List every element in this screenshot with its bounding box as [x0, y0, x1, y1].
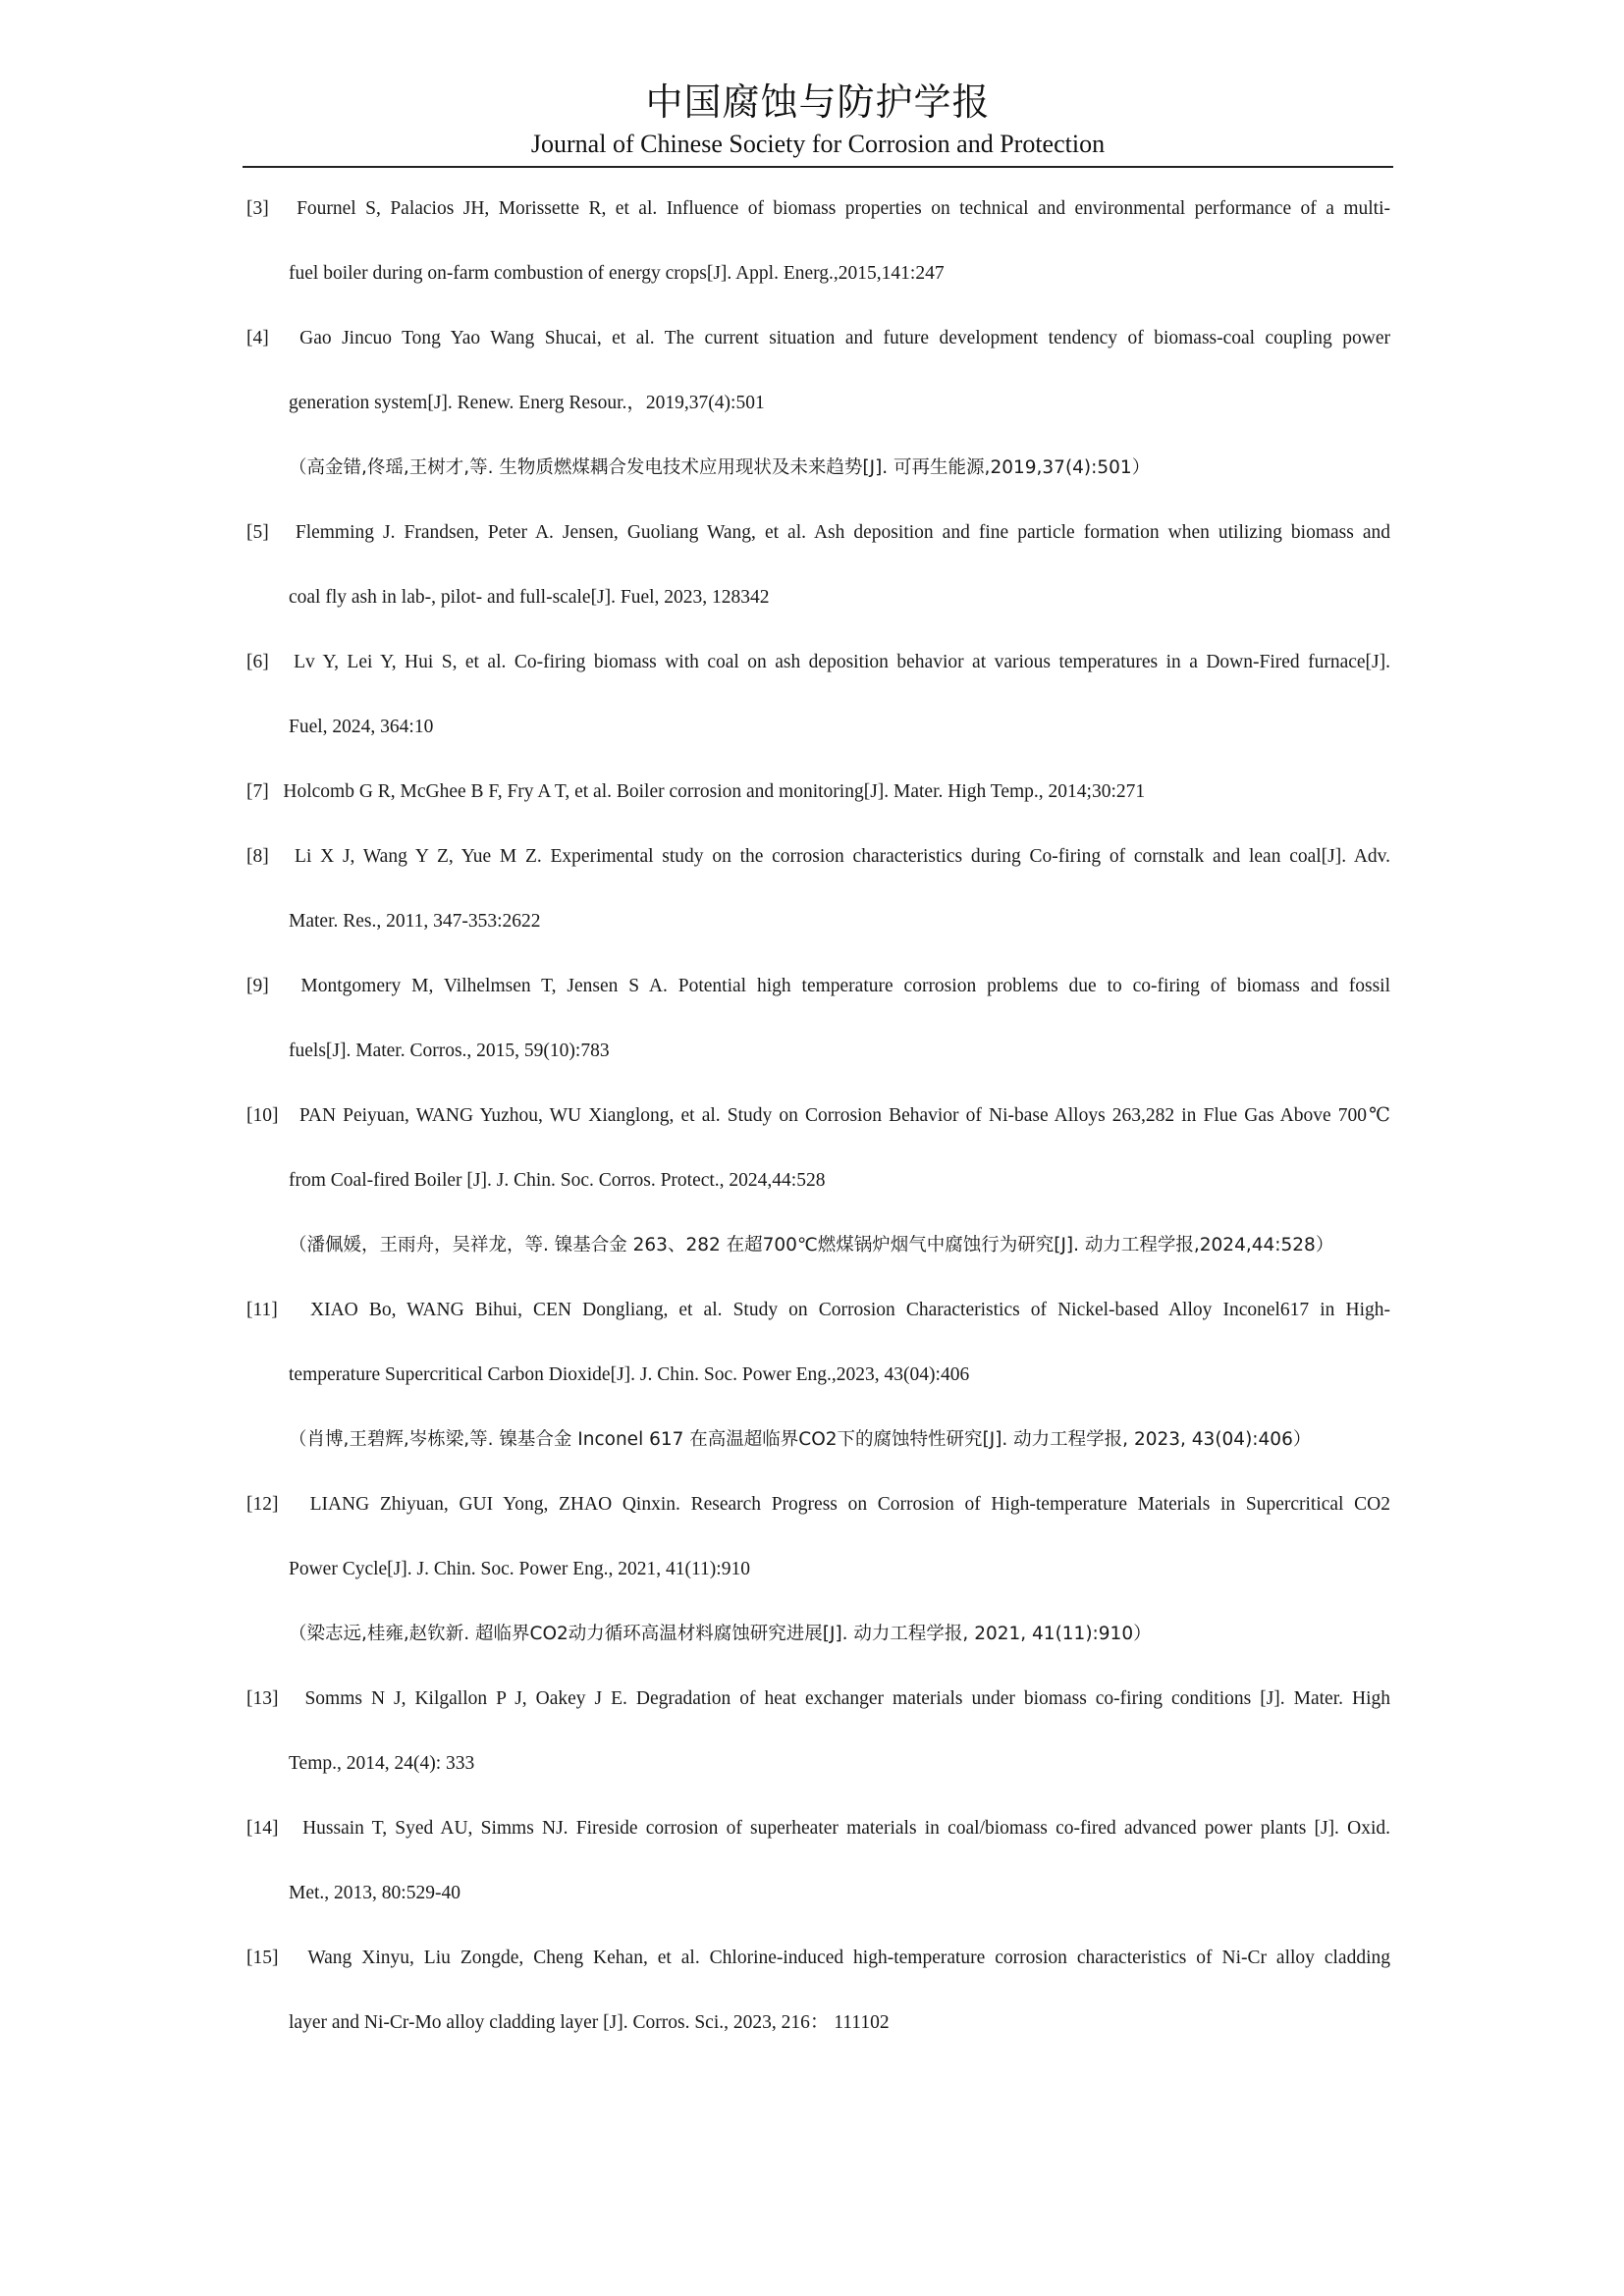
- reference-continuation-line: [246, 251, 1390, 316]
- reference-text: temperature Supercritical Carbon Dioxide[J]. J. Chin. Soc. Power Eng.,2023, 43(04):406: [289, 1364, 970, 1385]
- reference-text: coal fly ash in lab-, pilot- and full-scale[J]. Fuel, 2023, 128342: [289, 587, 770, 608]
- reference-first-line: [246, 1936, 1390, 2001]
- reference-text: Holcomb G R, McGhee B F, Fry A T, et al. Boiler corrosion and monitoring[J]. Mater. High Temp., 2014;30:271: [283, 781, 1146, 802]
- reference-first-line: [246, 1288, 1390, 1353]
- reference-chinese-line: （肖博,王碧辉,岑栋梁,等. 镍基合金 Inconel 617 在高温超临界CO2下的腐蚀特性研究[J]. 动力工程学报, 2023, 43(04):406）: [289, 1429, 1312, 1450]
- journal-title-english: Journal of Chinese Society for Corrosion and Protection: [530, 130, 1106, 158]
- reference-number: [7]: [246, 781, 269, 802]
- reference-first-line: [246, 964, 1390, 1029]
- reference-entry: [246, 1806, 1390, 1936]
- reference-continuation-line: [246, 575, 1390, 640]
- reference-first-line: [246, 1677, 1390, 1741]
- reference-first-line: [246, 1806, 1390, 1871]
- reference-number: [15]: [246, 1948, 279, 1968]
- reference-entry: [246, 316, 1390, 510]
- reference-text: Hussain T, Syed AU, Simms NJ. Fireside corrosion of superheater materials in coal/biomass co-fired advanced power plants [J]. Oxid.: [302, 1818, 1390, 1839]
- reference-number: [3]: [246, 198, 269, 219]
- reference-entry: [246, 510, 1390, 640]
- reference-text: Power Cycle[J]. J. Chin. Soc. Power Eng., 2021, 41(11):910: [289, 1559, 750, 1579]
- reference-first-line: [246, 1094, 1390, 1158]
- reference-text: layer and Ni-Cr-Mo alloy cladding layer [J]. Corros. Sci., 2023, 216： 111102: [289, 2012, 890, 2033]
- reference-continuation-line: [246, 899, 1390, 964]
- reference-text: XIAO Bo, WANG Bihui, CEN Dongliang, et al. Study on Corrosion Characteristics of Nickel-based Alloy Inconel617 in High-: [310, 1300, 1390, 1320]
- reference-continuation-line: [246, 1547, 1390, 1612]
- journal-title-chinese: 中国腐蚀与防护学报: [645, 80, 991, 124]
- reference-entry: [246, 1288, 1390, 1482]
- reference-first-line: [246, 187, 1390, 251]
- reference-text: from Coal-fired Boiler [J]. J. Chin. Soc. Corros. Protect., 2024,44:528: [289, 1170, 826, 1191]
- reference-first-line: [246, 510, 1390, 575]
- reference-text: Temp., 2014, 24(4): 333: [289, 1753, 475, 1774]
- reference-chinese-line: （潘佩媛，王雨舟，吴祥龙，等. 镍基合金 263、282 在超700℃燃煤锅炉烟气中腐蚀行为研究[J]. 动力工程学报,2024,44:528）: [289, 1235, 1334, 1255]
- reference-text: Fuel, 2024, 364:10: [289, 717, 434, 737]
- reference-text: Li X J, Wang Y Z, Yue M Z. Experimental study on the corrosion characteristics during Co-firing of cornstalk and lean coal[J]. Adv.: [295, 846, 1390, 867]
- reference-entry: [246, 1094, 1390, 1288]
- reference-continuation-line: [246, 381, 1390, 446]
- reference-list: [246, 187, 1390, 2065]
- reference-text: Mater. Res., 2011, 347-353:2622: [289, 911, 541, 932]
- reference-text: LIANG Zhiyuan, GUI Yong, ZHAO Qinxin. Research Progress on Corrosion of High-temperature Materials in Supercritical CO2: [309, 1494, 1390, 1515]
- reference-number: [6]: [246, 652, 269, 672]
- reference-number: [12]: [246, 1494, 279, 1515]
- reference-entry: [246, 187, 1390, 316]
- journal-header: [243, 77, 1393, 161]
- reference-continuation-line: [246, 2001, 1390, 2065]
- reference-entry: [246, 834, 1390, 964]
- reference-text: Montgomery M, Vilhelmsen T, Jensen S A. Potential high temperature corrosion problems due to co-firing of biomass and fossil: [300, 976, 1390, 996]
- reference-text: generation system[J]. Renew. Energ Resour.，2019,37(4):501: [289, 393, 765, 413]
- reference-entry: [246, 1677, 1390, 1806]
- reference-first-line: [246, 640, 1390, 705]
- reference-chinese-line: （高金错,佟瑶,王树才,等. 生物质燃煤耦合发电技术应用现状及未来趋势[J]. 可再生能源,2019,37(4):501）: [289, 457, 1151, 478]
- reference-text: PAN Peiyuan, WANG Yuzhou, WU Xianglong, et al. Study on Corrosion Behavior of Ni-base Alloys 263,282 in Flue Gas Above 700℃: [298, 1105, 1390, 1126]
- reference-continuation-line: [246, 705, 1390, 770]
- reference-text: fuel boiler during on-farm combustion of energy crops[J]. Appl. Energ.,2015,141:247: [289, 263, 945, 284]
- reference-entry: [246, 640, 1390, 770]
- reference-first-line: [246, 1482, 1390, 1547]
- reference-chinese-line: （梁志远,桂雍,赵钦新. 超临界CO2动力循环高温材料腐蚀研究进展[J]. 动力工程学报, 2021, 41(11):910）: [289, 1624, 1152, 1644]
- reference-text: Met., 2013, 80:529-40: [289, 1883, 460, 1903]
- reference-entry: [246, 770, 1390, 834]
- reference-text: Flemming J. Frandsen, Peter A. Jensen, Guoliang Wang, et al. Ash deposition and fine particle formation when utilizing biomass and: [295, 522, 1390, 543]
- reference-number: [10]: [246, 1105, 279, 1126]
- reference-text: fuels[J]. Mater. Corros., 2015, 59(10):783: [289, 1041, 610, 1061]
- reference-continuation-line: [246, 1871, 1390, 1936]
- reference-first-line: [246, 770, 1390, 834]
- reference-entry: [246, 1936, 1390, 2065]
- reference-continuation-line: [246, 1741, 1390, 1806]
- reference-continuation-line: [246, 1029, 1390, 1094]
- reference-entry: [246, 964, 1390, 1094]
- reference-entry: [246, 1482, 1390, 1677]
- reference-number: [13]: [246, 1688, 279, 1709]
- reference-text: Lv Y, Lei Y, Hui S, et al. Co-firing biomass with coal on ash deposition behavior at various temperatures in a Down-Fired furnace[J].: [294, 652, 1390, 672]
- reference-first-line: [246, 316, 1390, 381]
- reference-text: Fournel S, Palacios JH, Morissette R, et al. Influence of biomass properties on technical and environmental performance of a multi-: [297, 198, 1390, 219]
- reference-text: Somms N J, Kilgallon P J, Oakey J E. Degradation of heat exchanger materials under biomass co-firing conditions [J]. Mater. High: [304, 1688, 1390, 1709]
- reference-text: Gao Jincuo Tong Yao Wang Shucai, et al. The current situation and future development tendency of biomass-coal coupling power: [299, 328, 1390, 348]
- reference-first-line: [246, 834, 1390, 899]
- reference-number: [9]: [246, 976, 269, 996]
- reference-number: [8]: [246, 846, 269, 867]
- reference-number: [11]: [246, 1300, 278, 1320]
- reference-number: [5]: [246, 522, 269, 543]
- reference-text: Wang Xinyu, Liu Zongde, Cheng Kehan, et al. Chlorine-induced high-temperature corrosion characteristics of Ni-Cr alloy cladding: [307, 1948, 1390, 1968]
- reference-number: [4]: [246, 328, 269, 348]
- header-divider: [243, 166, 1393, 168]
- reference-continuation-line: [246, 1158, 1390, 1223]
- reference-number: [14]: [246, 1818, 279, 1839]
- reference-continuation-line: [246, 1353, 1390, 1417]
